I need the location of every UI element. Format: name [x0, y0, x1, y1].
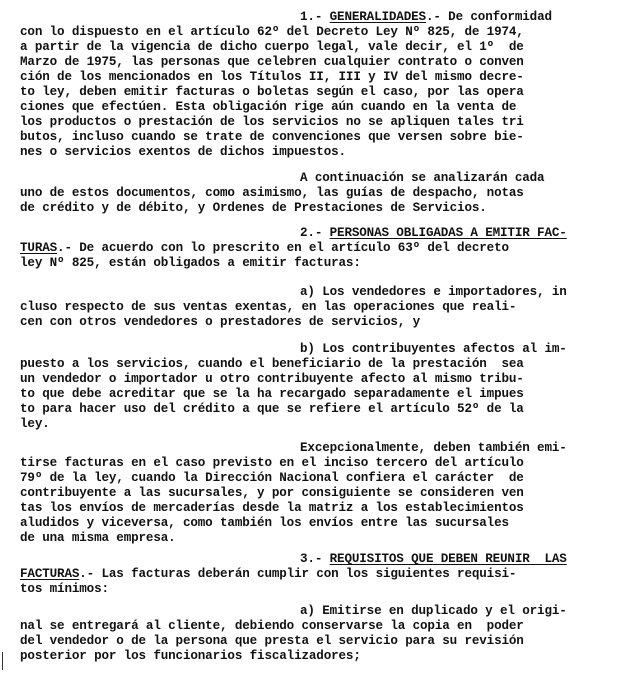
text-segment: b) Los contribuyentes afectos al im- — [300, 342, 567, 356]
text-line — [20, 582, 220, 597]
text-line — [20, 567, 608, 582]
text-line — [300, 10, 608, 25]
text-segment: nes o servicios exentos de dichos impuestos. — [20, 145, 346, 159]
text-line — [20, 115, 608, 130]
text-line — [20, 634, 608, 649]
text-line — [20, 100, 608, 115]
text-segment: del vendedor o de la persona que presta el servicio para su revisión — [20, 634, 524, 648]
text-segment: a) Los vendedores e importadores, in — [300, 285, 567, 299]
text-line — [20, 201, 608, 216]
text-segment: tirse facturas en el caso previsto en el inciso tercero del artículo — [20, 456, 524, 470]
text-segment: aludidos y viceversa, como también los envíos entre las sucursales — [20, 516, 509, 530]
text-segment: tos mínimos: — [20, 582, 109, 596]
text-segment: ción de los mencionados en los Títulos II, III y IV del mismo decre- — [20, 70, 524, 84]
text-line — [20, 516, 608, 531]
text-segment: uno de estos documentos, como asimismo, las guías de despacho, notas — [20, 186, 524, 200]
text-segment: tas los envíos de mercaderías desde la matriz a los establecimientos — [20, 501, 524, 515]
text-segment: butos, incluso cuando se trate de convenciones que versen sobre bie- — [20, 130, 524, 144]
section-heading: TURAS — [20, 241, 58, 255]
section-heading: PERSONAS OBLIGADAS A EMITIR FAC- — [329, 226, 567, 240]
margin-mark — [2, 652, 3, 670]
text-line — [300, 285, 608, 300]
text-segment: 79º de la ley, cuando la Dirección Nacional confiera el carácter de — [20, 471, 524, 485]
section-heading: REQUISITOS QUE DEBEN REUNIR LAS — [329, 552, 567, 566]
text-line — [20, 241, 608, 256]
text-segment: 1.- — [300, 10, 330, 24]
text-segment: to que debe acreditar que se la ha recargado separadamente el impues — [20, 387, 524, 401]
section-heading: GENERALIDADES — [329, 10, 426, 24]
text-line — [20, 402, 608, 417]
text-line — [300, 171, 608, 186]
text-line — [20, 531, 280, 546]
text-segment: ciones que efectúen. Esta obligación rige aún cuando en la venta de — [20, 100, 517, 114]
text-segment: A continuación se analizarán cada — [300, 171, 545, 185]
text-line — [20, 300, 608, 315]
text-line — [300, 441, 608, 456]
text-segment: a partir de la vigencia de dicho cuerpo legal, vale decir, el 1º de — [20, 40, 524, 54]
text-segment: puesto a los servicios, cuando el beneficiario de la prestación sea — [20, 357, 524, 371]
text-line — [20, 387, 608, 402]
text-line — [20, 25, 608, 40]
text-segment: nal se entregará al cliente, debiendo conservarse la copia en poder — [20, 619, 524, 633]
text-segment: .- Las facturas deberán cumplir con los siguientes requisi- — [79, 567, 517, 581]
text-segment: contribuyente a las sucursales, y por consiguiente se consideren ven — [20, 486, 524, 500]
text-segment: .- De conformidad — [425, 10, 552, 24]
text-line — [20, 315, 520, 330]
text-line — [20, 40, 608, 55]
text-segment: un vendedor o importador u otro contribuyente afecto al mismo tribu- — [20, 372, 524, 386]
text-segment: 2.- — [300, 226, 330, 240]
text-segment: ley Nº 825, están obligados a emitir facturas: — [20, 256, 361, 270]
text-line — [20, 55, 608, 70]
text-line — [20, 456, 608, 471]
section-heading: FACTURAS — [20, 567, 80, 581]
text-segment: Marzo de 1975, las personas que celebren cualquier contrato o conven — [20, 55, 524, 69]
text-line — [300, 342, 608, 357]
text-line — [20, 70, 608, 85]
text-line — [300, 226, 608, 241]
text-line — [20, 130, 608, 145]
text-segment: to ley, deben emitir facturas o boletas según el caso, por las opera — [20, 85, 524, 99]
text-line — [20, 85, 608, 100]
text-line — [20, 357, 608, 372]
text-line — [20, 256, 440, 271]
text-line — [20, 501, 608, 516]
text-line — [20, 619, 608, 634]
text-line — [20, 145, 440, 160]
text-segment: con lo dispuesto en el artículo 62º del Decreto Ley Nº 825, de 1974, — [20, 25, 524, 39]
text-segment: cluso respecto de sus ventas exentas, en las operaciones que reali- — [20, 300, 517, 314]
text-segment: .- De acuerdo con lo prescrito en el artículo 63º del decreto — [57, 241, 509, 255]
text-segment: cen con otros vendedores o prestadores de servicios, y — [20, 315, 421, 329]
text-line — [20, 186, 608, 201]
text-line — [300, 604, 608, 619]
text-line — [20, 417, 80, 432]
text-line — [300, 552, 608, 567]
text-segment: a) Emitirse en duplicado y el origi- — [300, 604, 567, 618]
text-segment: Excepcionalmente, deben también emi- — [300, 441, 567, 455]
text-line — [20, 471, 608, 486]
text-segment: los productos o prestación de los servicios no se apliquen tales tri — [20, 115, 524, 129]
text-line — [20, 486, 608, 501]
text-segment: 3.- — [300, 552, 330, 566]
text-segment: to para hacer uso del crédito a que se refiere el artículo 52º de la — [20, 402, 524, 416]
text-segment: posterior por los funcionarios fiscalizadores; — [20, 649, 361, 663]
text-segment: de una misma empresa. — [20, 531, 176, 545]
text-line — [20, 649, 440, 664]
text-line — [20, 372, 608, 387]
text-segment: ley. — [20, 417, 50, 431]
text-segment: de crédito y de débito, y Ordenes de Prestaciones de Servicios. — [20, 201, 487, 215]
